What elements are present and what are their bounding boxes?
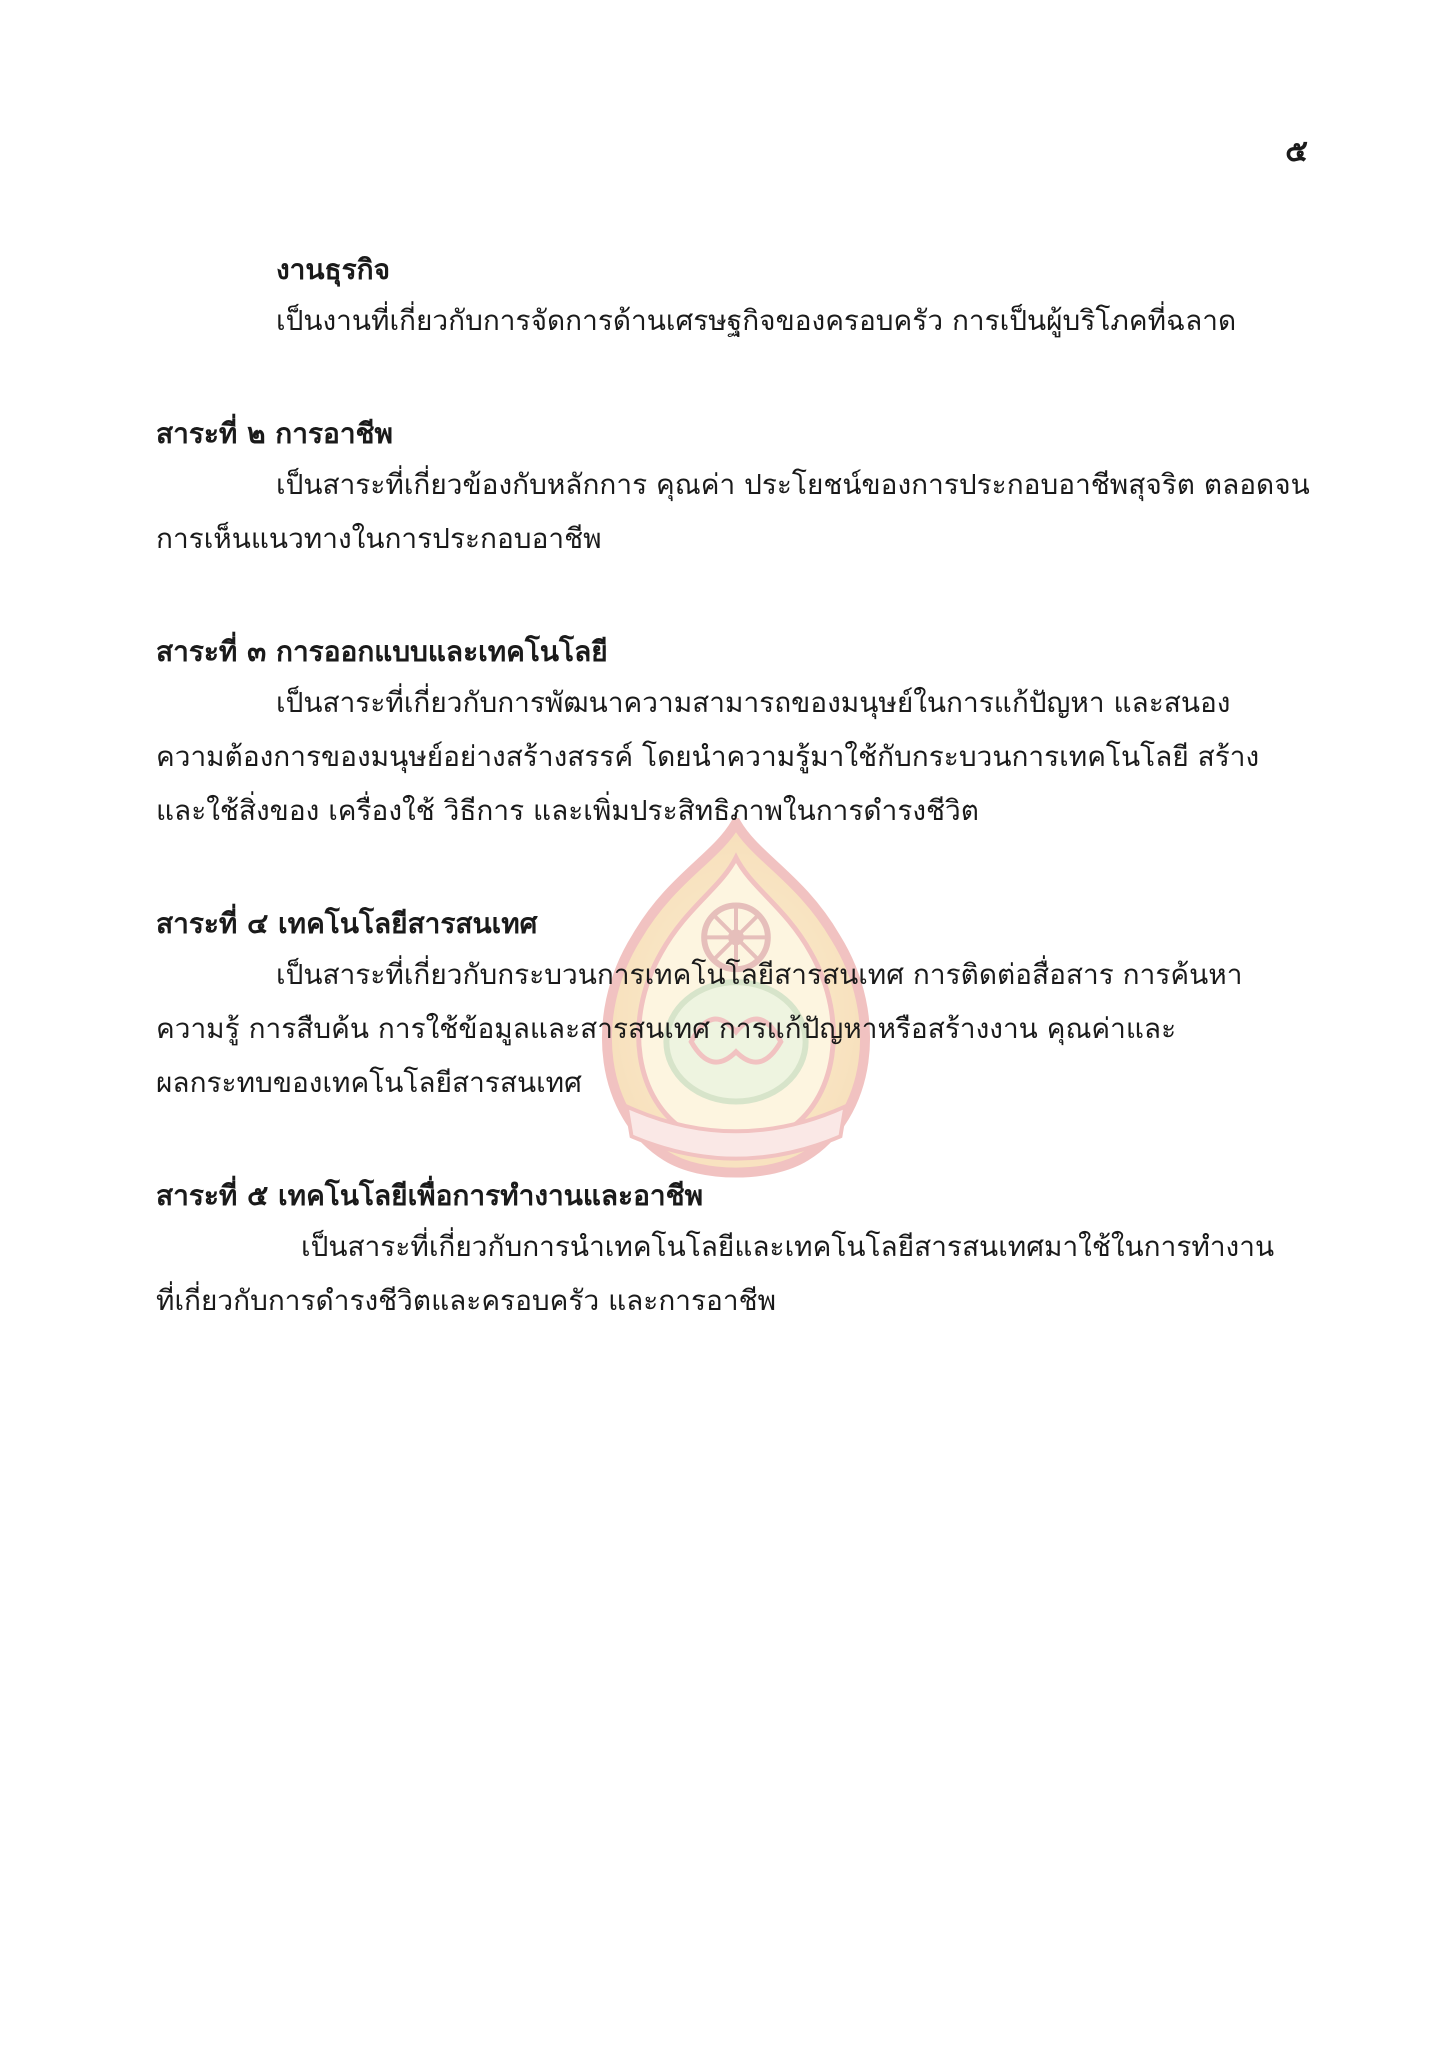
body-line: เป็นสาระที่เกี่ยวกับกระบวนการเทคโนโลยีสารสนเทศ การติดต่อสื่อสาร การค้นหา bbox=[276, 958, 1243, 991]
section-heading: สาระที่ ๕ เทคโนโลยีเพื่อการทำงานและอาชีพ bbox=[156, 1179, 704, 1212]
section-body bbox=[156, 1220, 1306, 1328]
body-line: เป็นสาระที่เกี่ยวกับการพัฒนาความสามารถของมนุษย์ในการแก้ปัญหา และสนอง bbox=[276, 686, 1231, 719]
body-line: และใช้สิ่งของ เครื่องใช้ วิธีการ และเพิ่มประสิทธิภาพในการดำรงชีวิต bbox=[156, 794, 979, 827]
section-body bbox=[156, 948, 1306, 1110]
section-heading: สาระที่ ๓ การออกแบบและเทคโนโลยี bbox=[156, 635, 608, 668]
section-business bbox=[156, 250, 1306, 348]
section-body bbox=[156, 458, 1310, 566]
section-heading: งานธุรกิจ bbox=[276, 253, 391, 286]
section-strand-5 bbox=[156, 1176, 1306, 1328]
section-strand-2 bbox=[156, 414, 1310, 566]
body-line: เป็นสาระที่เกี่ยวข้องกับหลักการ คุณค่า ประโยชน์ของการประกอบอาชีพสุจริต ตลอดจน bbox=[276, 468, 1310, 501]
page-number: ๕ bbox=[1285, 134, 1308, 169]
body-line: การเห็นแนวทางในการประกอบอาชีพ bbox=[156, 522, 602, 555]
body-line: ความรู้ การสืบค้น การใช้ข้อมูลและสารสนเทศ การแก้ปัญหาหรือสร้างงาน คุณค่าและ bbox=[156, 1012, 1177, 1045]
body-line: ที่เกี่ยวกับการดำรงชีวิตและครอบครัว และการอาชีพ bbox=[156, 1284, 777, 1317]
section-heading: สาระที่ ๒ การอาชีพ bbox=[156, 417, 394, 450]
section-heading: สาระที่ ๔ เทคโนโลยีสารสนเทศ bbox=[156, 907, 538, 940]
section-strand-3 bbox=[156, 632, 1306, 838]
body-line: ผลกระทบของเทคโนโลยีสารสนเทศ bbox=[156, 1066, 582, 1099]
body-line: เป็นงานที่เกี่ยวกับการจัดการด้านเศรษฐกิจของครอบครัว การเป็นผู้บริโภคที่ฉลาด bbox=[276, 304, 1237, 337]
body-line: ความต้องการของมนุษย์อย่างสร้างสรรค์ โดยนำความรู้มาใช้กับกระบวนการเทคโนโลยี สร้าง bbox=[156, 740, 1260, 773]
body-line: เป็นสาระที่เกี่ยวกับการนำเทคโนโลยีและเทคโนโลยีสารสนเทศมาใช้ในการทำงาน bbox=[301, 1230, 1275, 1263]
section-body bbox=[156, 676, 1306, 838]
section-strand-4 bbox=[156, 904, 1306, 1110]
section-body bbox=[156, 294, 1306, 348]
